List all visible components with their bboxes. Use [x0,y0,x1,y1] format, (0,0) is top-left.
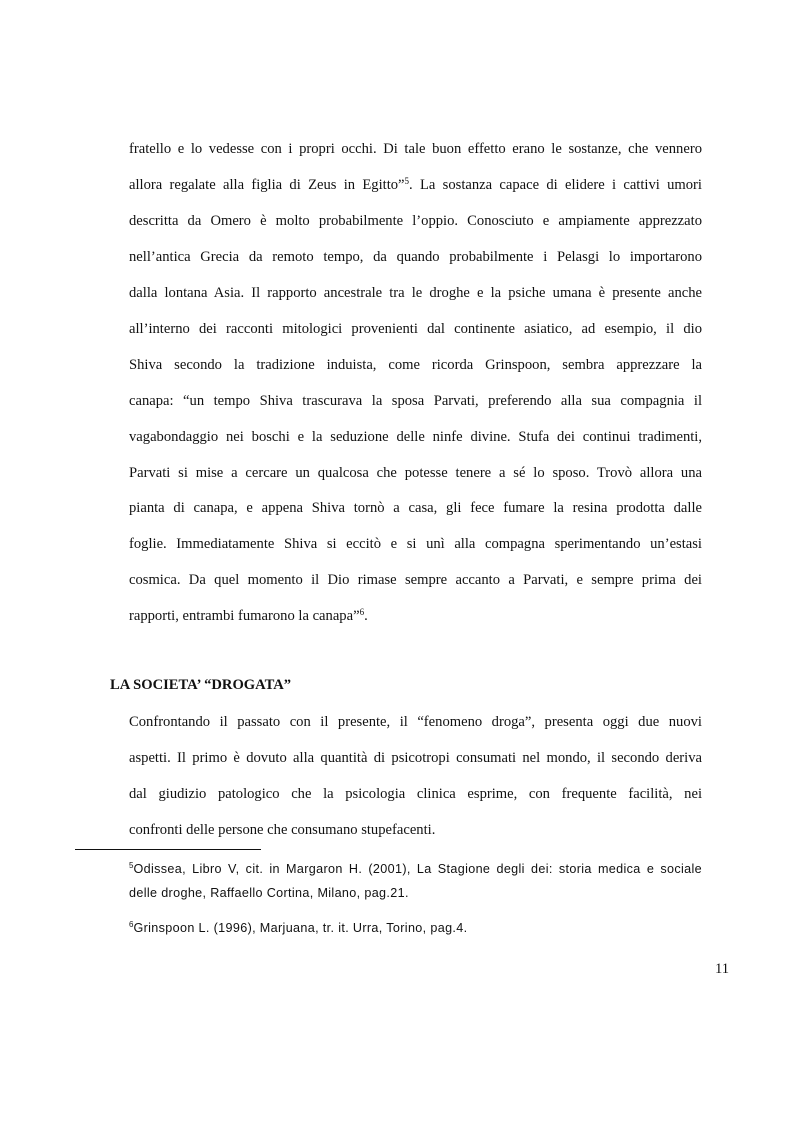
footnote-ref-6[interactable]: 6 [359,607,365,617]
footnote-6-line [129,920,702,936]
footnote-text: Odissea, Libro V, cit. in Margaron H. (2001), La Stagione degli dei: storia medica e sociale [133,862,702,876]
text-span: allora regalate alla figlia di Zeus in Egitto” [129,177,405,193]
text-line: Shiva secondo la tradizione induista, come ricorda Grinspoon, sembra apprezzare la [129,357,702,373]
section-heading: LA SOCIETA’ “DROGATA” [110,677,292,693]
footnote-number: 5 [129,861,134,870]
text-line: Parvati si mise a cercare un qualcosa che potesse tenere a sé lo sposo. Trovò allora una [129,465,702,481]
text-span: . La sostanza capace di elidere i cattivi umori [409,177,702,193]
text-span: . [364,608,368,624]
text-line: aspetti. Il primo è dovuto alla quantità di psicotropi consumati nel mondo, il secondo deriva [129,750,702,766]
text-line: confronti delle persone che consumano stupefacenti. [129,822,436,838]
text-line [129,176,702,194]
text-line: Confrontando il passato con il presente, il “fenomeno droga”, presenta oggi due nuovi [129,714,702,730]
text-line: vagabondaggio nei boschi e la seduzione delle ninfe divine. Stufa dei continui tradimenti, [129,429,702,445]
footnote-text: Grinspoon L. (1996), Marjuana, tr. it. Urra, Torino, pag.4. [133,921,468,935]
text-line: canapa: “un tempo Shiva trascurava la sposa Parvati, preferendo alla sua compagnia il [129,393,702,409]
text-line [129,607,702,625]
text-line: cosmica. Da quel momento il Dio rimase sempre accanto a Parvati, e sempre prima dei [129,572,702,588]
text-line: dal giudizio patologico che la psicologia clinica esprime, con frequente facilità, nei [129,786,702,802]
text-line: descritta da Omero è molto probabilmente l’oppio. Conosciuto e ampiamente apprezzato [129,213,702,229]
footnote-number: 6 [129,920,134,929]
text-line: pianta di canapa, e appena Shiva tornò a casa, gli fece fumare la resina prodotta dalle [129,500,702,516]
footnote-ref-5[interactable]: 5 [404,176,410,186]
text-line: dalla lontana Asia. Il rapporto ancestrale tra le droghe e la psiche umana è presente anche [129,285,702,301]
text-line: foglie. Immediatamente Shiva si eccitò e si unì alla compagna sperimentando un’estasi [129,536,702,552]
footnote-separator [75,849,261,850]
text-line: all’interno dei racconti mitologici provenienti dal continente asiatico, ad esempio, il dio [129,321,702,337]
footnote-5-line [129,861,702,877]
text-line: fratello e lo vedesse con i propri occhi. Di tale buon effetto erano le sostanze, che vennero [129,141,702,157]
footnote-5-line: delle droghe, Raffaello Cortina, Milano, pag.21. [129,886,409,900]
text-line: nell’antica Grecia da remoto tempo, da quando probabilmente i Pelasgi lo importarono [129,249,702,265]
text-span: rapporti, entrambi fumarono la canapa” [129,608,360,624]
page-number: 11 [714,961,729,977]
